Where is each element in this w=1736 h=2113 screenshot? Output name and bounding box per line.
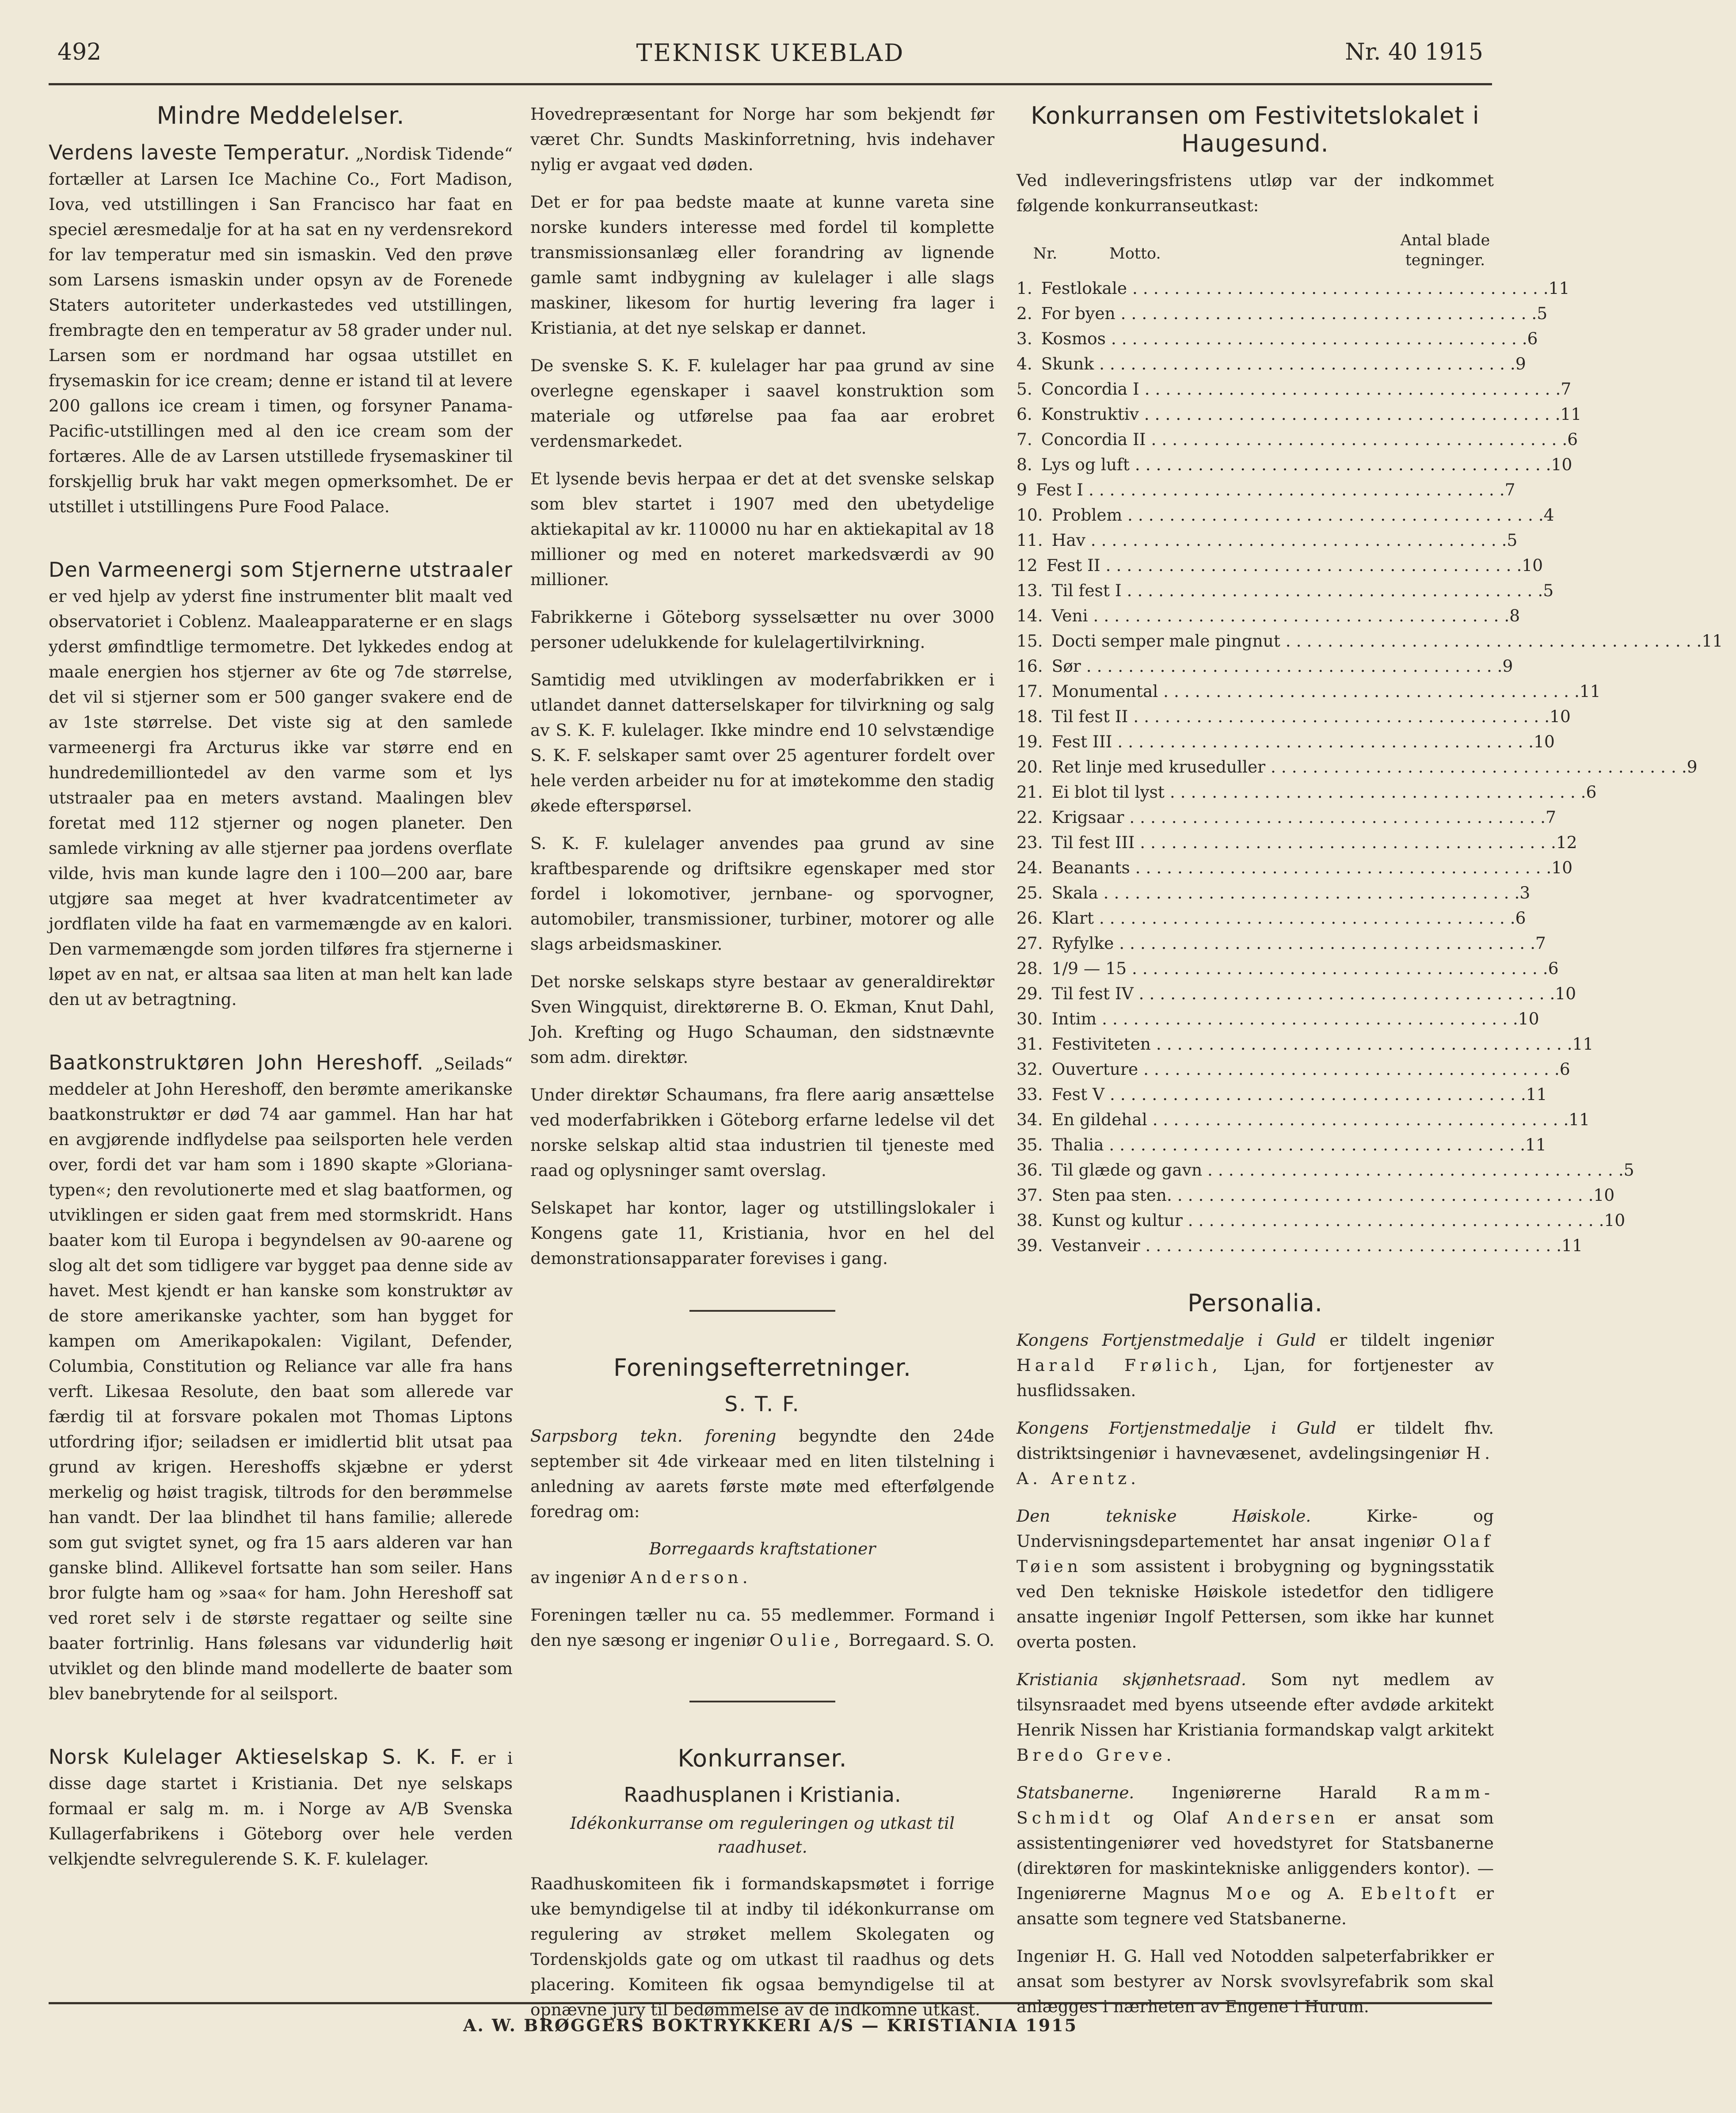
raadhus-subtitle: Idékonkurranse om reguleringen og utkast til raadhuset. xyxy=(570,1813,955,1857)
entry-number: 10. xyxy=(1016,505,1043,525)
entry-sheet-count: 8 xyxy=(1509,606,1520,625)
entry-number: 6. xyxy=(1016,404,1032,424)
table-row xyxy=(1016,276,1570,301)
section-heading-foreningsefterretninger: Foreningsefterretninger. xyxy=(613,1354,911,1382)
entry-number: 20. xyxy=(1016,757,1043,777)
text: Ljan, for fortjenester av husflidssaken. xyxy=(1016,1355,1494,1400)
table-row xyxy=(1016,1157,1634,1183)
person-name: Ramm-Schmidt xyxy=(1016,1783,1494,1827)
entry-motto: For byen . . . xyxy=(1041,301,1537,326)
society-name: Sarpsborg tekn. forening xyxy=(530,1426,777,1446)
table-row xyxy=(1016,654,1513,679)
subheading-raadhusplanen: Raadhusplanen i Kristiania. xyxy=(624,1783,901,1807)
footer-rule xyxy=(49,2002,1492,2004)
entry-sheet-count: 11 xyxy=(1548,278,1570,298)
table-row xyxy=(1016,603,1520,628)
entry-number: 33. xyxy=(1016,1085,1043,1104)
entry-sheet-count: 11 xyxy=(1525,1135,1546,1154)
entry-sheet-count: 10 xyxy=(1555,984,1576,1003)
stf-paragraph-2 xyxy=(530,1603,994,1653)
table-row xyxy=(1016,956,1559,981)
table-row xyxy=(1016,351,1526,377)
entry-sheet-count: 10 xyxy=(1518,1009,1539,1028)
table-row xyxy=(1016,780,1597,805)
text: er tildelt fhv. distriktsingeniør i havnevæsenet, avdelingsingeniør xyxy=(1016,1418,1494,1463)
article-varmeenergi xyxy=(49,557,513,1012)
entry-sheet-count: 11 xyxy=(1579,681,1601,701)
entry-sheet-count: 7 xyxy=(1561,379,1572,399)
table-row xyxy=(1016,1032,1594,1057)
text: Kristiania skjønhetsraad. xyxy=(1016,1670,1246,1689)
entry-number: 25. xyxy=(1016,883,1043,902)
entry-motto: Kunst og kultur . . . xyxy=(1052,1208,1604,1233)
entry-motto: Ei blot til lyst . . . xyxy=(1052,780,1586,805)
entry-motto: Veni . . . xyxy=(1052,603,1510,628)
entry-sheet-count: 5 xyxy=(1543,581,1554,600)
entry-motto: Docti semper male pingnut . . . xyxy=(1052,628,1702,654)
section-heading-mindre: Mindre Meddelelser. xyxy=(156,102,405,129)
article-temperatur xyxy=(49,140,513,519)
entry-number: 30. xyxy=(1016,1009,1043,1028)
text: og Olaf xyxy=(1133,1808,1208,1827)
entry-sheet-count: 7 xyxy=(1504,480,1515,499)
section-divider xyxy=(689,1310,835,1312)
signature: S. O. xyxy=(955,1630,994,1650)
person-name: Oulie, xyxy=(769,1630,844,1650)
entry-motto: Vestanveir . . . xyxy=(1052,1233,1562,1258)
raadhus-paragraph: Raadhuskomiteen fik i formandskapsmøtet i forrige uke bemyndigelse til at indby til idékonkurranse om regulering av strøket mellem Skolegaten og Tordenskjolds gate og om utkast til raadhus og dets placering. Komiteen fik ogsaa bemyndigelse til at opnævne jury til bedømmelse av de indkomne utkast. xyxy=(530,1874,994,2019)
entry-sheet-count: 5 xyxy=(1507,530,1518,550)
paragraph: Fabrikkerne i Göteborg sysselsætter nu over 3000 personer udelukkende for kulelagertilvirkning. xyxy=(530,607,994,652)
header-rule xyxy=(49,83,1492,85)
entry-motto: En gildehal . . . xyxy=(1052,1107,1569,1132)
page-number: 492 xyxy=(57,39,102,65)
entry-motto: Ouverture . . . xyxy=(1052,1057,1560,1082)
table-row xyxy=(1016,1057,1570,1082)
entry-motto: Skunk . . . xyxy=(1041,351,1515,377)
entry-motto: Thalia . . . xyxy=(1052,1132,1526,1157)
text: Kirke- og Undervisningsdepartementet har ansat ingeniør xyxy=(1016,1506,1494,1551)
paragraph: Samtidig med utviklingen av moderfabrikken er i utlandet dannet datterselskaper for tilvirkning og salg av S. K. F. kulelager. Ikke mindre end 10 selvstændige S. K. F. selskaper samt over 25 agenturer fordelt over hele verden arbeider nu for at imøtekomme den stadig økede efterspørsel. xyxy=(530,670,994,815)
entry-motto: Kosmos . . . xyxy=(1041,326,1527,351)
entry-motto: Concordia II . . . xyxy=(1041,427,1567,452)
entry-number: 24. xyxy=(1016,858,1043,877)
text: er ansatte som tegnere ved Statsbanerne. xyxy=(1016,1884,1494,1928)
entry-motto: Skala . . . xyxy=(1052,880,1520,906)
table-row xyxy=(1016,931,1546,956)
entry-motto: Til glæde og gavn . . . xyxy=(1052,1157,1624,1183)
entry-sheet-count: 11 xyxy=(1702,631,1723,651)
table-row xyxy=(1016,326,1538,351)
table-row xyxy=(1016,628,1723,654)
entry-sheet-count: 10 xyxy=(1551,858,1573,877)
entry-number: 12 xyxy=(1016,556,1038,575)
entry-number: 26. xyxy=(1016,908,1043,928)
entry-number: 5. xyxy=(1016,379,1032,399)
table-row xyxy=(1016,1132,1546,1157)
entry-motto: Sten paa sten. . . . xyxy=(1052,1183,1594,1208)
entry-sheet-count: 5 xyxy=(1537,304,1548,323)
entry-motto: Problem . . . xyxy=(1052,503,1544,528)
section-heading-konkurransen-haugesund: Konkurransen om Festivitetslokalet i Haugesund. xyxy=(1031,102,1480,157)
article-title: Verdens laveste Temperatur. xyxy=(49,141,350,164)
table-row xyxy=(1016,679,1601,704)
entry-number: 29. xyxy=(1016,984,1043,1003)
entry-motto: Klart . . . xyxy=(1052,906,1515,931)
entry-number: 16. xyxy=(1016,656,1043,676)
table-row xyxy=(1016,906,1526,931)
article-body: er i disse dage startet i Kristiania. Det nye selskaps formaal er salg m. m. i Norge av A/B Svenska Kullagerfabrikens i Göteborg over hele verden velkjendte selvregulerende S. K. F. kulelager. xyxy=(49,1748,513,1869)
entry-sheet-count: 6 xyxy=(1515,908,1526,928)
article-hereshoff xyxy=(49,1050,513,1706)
table-row xyxy=(1016,1082,1547,1107)
article-body: „Nordisk Tidende“ fortæller at Larsen Ice Machine Co., Fort Madison, Iova, ved utstillingen i San Francisco har faat en speciel æresmedalje for at ha sat en ny verdensrekord for lav temperatur med sin ismaskin. Ved den prøve som Larsens ismaskin under opsyn av de Forenede Staters autoriteter underkastedes ved utstillingen, frembragte den en temperatur av 58 grader under nul. Larsen som er nordmand har ogsaa utstillet en frysemaskin for ice cream; denne er istand til at levere 200 gallons ice cream i timen, og forsyner Panama-Pacific-utstillingen med al den ice cream som der fortæres. Alle de av Larsen utstillede frysemaskiner til forskjellig bruk har vakt megen opmerksomhet. De er utstillet i utstillingens Pure Food Palace. xyxy=(49,144,513,516)
table-row xyxy=(1016,1208,1626,1233)
personalia-item xyxy=(1016,1667,1494,1768)
entry-sheet-count: 10 xyxy=(1522,556,1543,575)
table-row xyxy=(1016,855,1573,880)
entry-number: 37. xyxy=(1016,1185,1043,1205)
table-row xyxy=(1016,1006,1539,1032)
column-header-count: Antal blade tegninger. xyxy=(1400,232,1490,269)
text: Kongens Fortjenstmedalje i Guld xyxy=(1016,1418,1337,1438)
personalia-item xyxy=(1016,1328,1494,1403)
entry-motto: Til fest II . . . xyxy=(1052,704,1549,729)
table-row xyxy=(1016,805,1556,830)
table-row xyxy=(1016,880,1530,906)
paragraph: S. K. F. kulelager anvendes paa grund av sine kraftbesparende og driftsikre egenskaper med stor fordel i lokomotiver, jernbane- og sporvogner, automobiler, transmissioner, turbiner, motorer og alle slags arbeidsmaskiner. xyxy=(530,834,994,954)
entry-motto: Festlokale . . . xyxy=(1041,276,1549,301)
paragraph: Under direktør Schaumans, fra flere aarig ansættelse ved moderfabrikken i Göteborg erfarne ledelse vil det norske selskap altid staa industrien til tjeneste med raad og oplysninger samt overslag. xyxy=(530,1085,994,1180)
entry-number: 19. xyxy=(1016,732,1043,751)
table-header xyxy=(1016,231,1494,270)
table-row xyxy=(1016,377,1572,402)
column-3 xyxy=(1016,102,1723,2016)
subheading-stf: S. T. F. xyxy=(724,1392,800,1416)
entry-motto: Krigsaar . . . xyxy=(1052,805,1546,830)
paragraph: Selskapet har kontor, lager og utstillingslokaler i Kongens gate 11, Kristiania, hvor en hel del demonstrationsapparater forevises i gang. xyxy=(530,1198,994,1268)
entry-motto: Beanants . . . xyxy=(1052,855,1552,880)
entry-sheet-count: 11 xyxy=(1526,1085,1547,1104)
entry-motto: Hav . . . xyxy=(1052,528,1507,553)
column-header-motto: Motto. xyxy=(1109,245,1161,263)
text: begyndte den 24de september sit 4de virkeaar med en liten tilstelning i anledning av aarets første møte med efterfølgende foredrag om: xyxy=(530,1426,995,1521)
entry-number: 34. xyxy=(1016,1110,1043,1129)
konkurranse-intro: Ved indleveringsfristens utløp var der indkommet følgende konkurranseutkast: xyxy=(1016,171,1494,215)
person-name: H. A. Arentz. xyxy=(1016,1443,1494,1488)
stf-paragraph-1 xyxy=(530,1424,994,1524)
paragraph: Det er for paa bedste maate at kunne vareta sine norske kunders interesse med fordel til komplette transmissionsanlæg eller forandring av lignende gamle samt indbygning av kulelager i alle slags maskiner, likesom for hurtig levering fra lager i Kristiania, at det nye selskap er dannet. xyxy=(530,192,994,338)
person-name: Olaf Tøien xyxy=(1016,1531,1494,1576)
journal-title: TEKNISK UKEBLAD xyxy=(636,39,905,67)
entry-motto: Fest III . . . xyxy=(1052,729,1534,754)
table-row xyxy=(1016,301,1548,326)
page-header xyxy=(57,39,1483,79)
entry-sheet-count: 6 xyxy=(1567,430,1578,449)
speaker-name: Anderson. xyxy=(630,1568,752,1587)
section-divider xyxy=(689,1701,835,1702)
paragraph: Det norske selskaps styre bestaar av generaldirektør Sven Wingquist, direktørerne B. O. Ekman, Knut Dahl, Joh. Krefting og Hugo Schauman, den sidstnævnte som adm. direktør. xyxy=(530,972,994,1067)
article-body: „Seilads“ meddeler at John Hereshoff, den berømte amerikanske baatkonstruktør er død 74 aar gammel. Han har hat en avgjørende indflydelse paa seilsporten hele verden over, fordi det var ham som i 1890 skapte »Gloriana-typen«; den revolutionerte med et slag baatformen, og utviklingen er siden gaat frem med stormskridt. Hans baater kom til Europa i begyndelsen av 90-aarene og slog alt det som tidligere var bygget paa denne side av havet. Mest kjendt er han kanske som konstruktør av de store amerikanske yachter, som han bygget for kampen om Amerikapokalen: Vigilant, Defender, Columbia, Constitution og Reliance var alle fra hans verft. Likesaa Resolute, den baat som allerede var færdig til at forsvare pokalen mot Thomas Liptons utfordring ifjor; seiladsen er imidlertid blit utsat paa grund av krigen. Hereshoffs skjæbne er yderst merkelig og høist tragisk, tiltrods for den berømmelse han vandt. Der laa blindhet til hans familie; allerede som gut svigtet synet, og fra 15 aars alderen var han ganske blind. Allikevel fortsatte han som seiler. Hans bror fulgte ham og »saa« for ham. John Hereshoff sat ved roret selv i de største regattaer og seilte sine baater fortrinlig. Hans følesans var vidunderlig høit utviklet og den blinde mand modellerte de baater som blev banebrytende for al seilsport. xyxy=(49,1054,513,1703)
text: Foreningen tæller nu ca. 55 medlemmer. Formand i den nye sæsong er ingeniør xyxy=(530,1605,994,1650)
entry-number: 1. xyxy=(1016,278,1032,298)
entry-number: 21. xyxy=(1016,782,1043,802)
table-row xyxy=(1016,477,1515,503)
table-row xyxy=(1016,1183,1615,1208)
table-row xyxy=(1016,729,1555,754)
entry-number: 22. xyxy=(1016,807,1043,827)
table-row xyxy=(1016,528,1518,553)
entry-sheet-count: 6 xyxy=(1559,1059,1570,1079)
text: Som nyt medlem av tilsynsraadet med byens utseende efter avdøde arkitekt Henrik Nissen har Kristiania formandskap valgt arkitekt xyxy=(1016,1670,1494,1740)
table-row xyxy=(1016,402,1582,427)
table-row xyxy=(1016,754,1698,780)
entry-motto: Til fest IV . . . xyxy=(1052,981,1555,1006)
text: og A. xyxy=(1291,1884,1345,1903)
entry-sheet-count: 9 xyxy=(1687,757,1698,777)
entry-motto: Til fest III . . . xyxy=(1052,830,1556,855)
column-header-nr: Nr. xyxy=(1033,245,1058,263)
entry-sheet-count: 5 xyxy=(1623,1160,1634,1180)
entry-number: 39. xyxy=(1016,1236,1043,1255)
personalia-item: Ingeniør H. G. Hall ved Notodden salpeterfabrikker er ansat som bestyrer av Norsk svovlsyrefabrik som skal anlægges i nærheten av Engene i Hurum. xyxy=(1016,1946,1494,2016)
entry-motto: Intim . . . xyxy=(1052,1006,1518,1032)
article-title: Norsk Kulelager Aktieselskap S. K. F. xyxy=(49,1745,466,1769)
person-name: Ebeltoft xyxy=(1361,1884,1460,1903)
entry-motto: 1/9 — 15 . . . xyxy=(1052,956,1548,981)
personalia-item xyxy=(1016,1504,1494,1655)
entry-number: 36. xyxy=(1016,1160,1043,1180)
entry-number: 35. xyxy=(1016,1135,1043,1154)
entry-number: 28. xyxy=(1016,959,1043,978)
article-title: Den Varmeenergi som Stjernerne utstraaler xyxy=(49,558,513,582)
paragraph: Hovedrepræsentant for Norge har som bekjendt før været Chr. Sundts Maskinforretning, hvis indehaver nylig er avgaat ved døden. xyxy=(530,104,994,174)
entry-motto: Ryfylke . . . xyxy=(1052,931,1535,956)
entry-sheet-count: 11 xyxy=(1568,1110,1590,1129)
entry-motto: Fest V . . . xyxy=(1052,1082,1526,1107)
entry-sheet-count: 3 xyxy=(1519,883,1530,902)
table-row xyxy=(1016,503,1554,528)
column-1 xyxy=(49,102,513,1989)
text: som assistent i brobygning og bygningsstatik ved Den tekniske Høiskole istedetfor den tidligere ansatte ingeniør Ingolf Pettersen, som ikke har kunnet overta posten. xyxy=(1016,1557,1494,1652)
entry-motto: Fest I . . . xyxy=(1036,477,1505,503)
table-row xyxy=(1016,578,1554,603)
paragraph: Et lysende bevis herpaa er det at det svenske selskap som blev startet i 1907 med den ubetydelige aktiekapital av kr. 110000 nu har en aktiekapital av 18 millioner og med en noteret markedsværdi av 90 millioner. xyxy=(530,469,994,589)
entry-sheet-count: 6 xyxy=(1527,329,1538,348)
entry-sheet-count: 10 xyxy=(1551,455,1572,474)
entry-sheet-count: 7 xyxy=(1546,807,1556,827)
column-2 xyxy=(530,102,995,2019)
entry-motto: Monumental . . . xyxy=(1052,679,1580,704)
entry-number: 18. xyxy=(1016,707,1043,726)
entry-number: 9 xyxy=(1016,480,1027,499)
entry-number: 11. xyxy=(1016,530,1043,550)
table-row xyxy=(1016,1233,1583,1258)
entry-number: 4. xyxy=(1016,354,1032,373)
table-row xyxy=(1016,704,1571,729)
entry-motto: Festiviteten . . . xyxy=(1052,1032,1572,1057)
entry-motto: Til fest I . . . xyxy=(1052,578,1543,603)
text: er tildelt ingeniør xyxy=(1329,1330,1494,1350)
section-heading-konkurranser: Konkurranser. xyxy=(678,1744,847,1772)
entry-number: 31. xyxy=(1016,1034,1043,1054)
text: Ingeniørerne Harald xyxy=(1171,1783,1377,1802)
entries-table xyxy=(1016,276,1723,1258)
entry-sheet-count: 6 xyxy=(1586,782,1597,802)
personalia-item xyxy=(1016,1416,1494,1491)
table-row xyxy=(1016,553,1543,578)
table-row xyxy=(1016,427,1578,452)
table-row xyxy=(1016,830,1577,855)
table-row xyxy=(1016,452,1572,477)
entry-sheet-count: 7 xyxy=(1535,933,1546,953)
entry-sheet-count: 9 xyxy=(1502,656,1513,676)
paragraph: De svenske S. K. F. kulelager har paa grund av sine overlegne egenskaper i saavel konstruktion som materiale og utførelse paa faa aar erobret verdensmarkedet. xyxy=(530,356,994,451)
text: Den tekniske Høiskole. xyxy=(1016,1506,1311,1526)
entry-number: 17. xyxy=(1016,681,1043,701)
entry-number: 2. xyxy=(1016,304,1032,323)
entry-sheet-count: 11 xyxy=(1561,1236,1583,1255)
table-row xyxy=(1016,1107,1590,1132)
article-title: Baatkonstruktøren John Hereshoff. xyxy=(49,1051,424,1074)
entry-sheet-count: 12 xyxy=(1556,833,1577,852)
entry-motto: Konstruktiv . . . xyxy=(1041,402,1561,427)
entry-sheet-count: 6 xyxy=(1548,959,1559,978)
entry-sheet-count: 10 xyxy=(1604,1211,1626,1230)
text: er ansat som assistentingeniører ved hovedstyret for Statsbanerne (direktøren for maskintekniske anliggenders kontor). — Ingeniørerne Magnus xyxy=(1016,1808,1494,1903)
person-name: Andersen xyxy=(1227,1808,1339,1827)
entry-number: 15. xyxy=(1016,631,1043,651)
entry-number: 8. xyxy=(1016,455,1032,474)
entry-sheet-count: 10 xyxy=(1534,732,1555,751)
entry-motto: Concordia I . . . xyxy=(1041,377,1561,402)
entry-number: 13. xyxy=(1016,581,1043,600)
person-name: Harald Frølich, xyxy=(1016,1355,1222,1375)
text: Kongens Fortjenstmedalje i Guld xyxy=(1016,1330,1316,1350)
stf-speaker xyxy=(530,1565,994,1590)
article-kulelager xyxy=(49,1744,513,1872)
text: Borregaard. xyxy=(848,1630,951,1650)
printer-imprint: A. W. BRØGGERS BOKTRYKKERI A/S — KRISTIANIA 1915 xyxy=(463,2015,1078,2035)
entry-number: 32. xyxy=(1016,1059,1043,1079)
article-body: er ved hjelp av yderst fine instrumenter blit maalt ved observatoriet i Coblenz. Maaleapparaterne er en slags yderst ømfindtlige termometre. Det lykkedes endog at maale energien hos stjerner av 6te og 7de størrelse, det vil si stjerner som er 500 ganger svakere end de av 1ste størrelse. Det viste sig at den samlede varmeenergi fra Arcturus ikke var større end en hundredemilliontedel av den varme som et lys utstraaler paa en meters avstand. Maalingen blev foretat med 112 stjerner og nogen planeter. Den samlede virkning av alle stjerner paa jordens overflate vilde, hvis man kunde lagre den i 100—200 aar, bare utgjøre saa meget at hver kvadratcentimeter av jordflaten vilde ha faat en varmemængde av en kalori. Den varmemængde som jorden tilføres fra stjernerne i løpet av en nat, er altsaa saa liten at man helt kan lade den ut av betragtning. xyxy=(49,586,513,1009)
text: av ingeniør xyxy=(530,1568,625,1587)
entry-sheet-count: 10 xyxy=(1549,707,1571,726)
entry-number: 14. xyxy=(1016,606,1043,625)
person-name: Moe xyxy=(1226,1884,1275,1903)
entry-number: 27. xyxy=(1016,933,1043,953)
entry-number: 38. xyxy=(1016,1211,1043,1230)
entry-number: 7. xyxy=(1016,430,1032,449)
entry-sheet-count: 11 xyxy=(1572,1034,1594,1054)
talk-title: Borregaards kraftstationer xyxy=(649,1539,876,1558)
entry-number: 23. xyxy=(1016,833,1043,852)
text: Statsbanerne. xyxy=(1016,1783,1134,1802)
entry-motto: Fest II . . . xyxy=(1047,553,1522,578)
entry-sheet-count: 4 xyxy=(1543,505,1554,525)
entry-motto: Ret linje med kruseduller . . . xyxy=(1052,754,1687,780)
person-name: Bredo Greve. xyxy=(1016,1745,1176,1765)
entry-sheet-count: 10 xyxy=(1593,1185,1615,1205)
entry-sheet-count: 11 xyxy=(1560,404,1582,424)
entry-number: 3. xyxy=(1016,329,1032,348)
personalia-item xyxy=(1016,1780,1494,1931)
entry-sheet-count: 9 xyxy=(1515,354,1526,373)
section-heading-personalia: Personalia. xyxy=(1188,1289,1323,1317)
table-row xyxy=(1016,981,1576,1006)
entry-motto: Sør . . . xyxy=(1052,654,1503,679)
issue-number: Nr. 40 1915 xyxy=(1345,39,1483,65)
entry-motto: Lys og luft . . . xyxy=(1041,452,1551,477)
